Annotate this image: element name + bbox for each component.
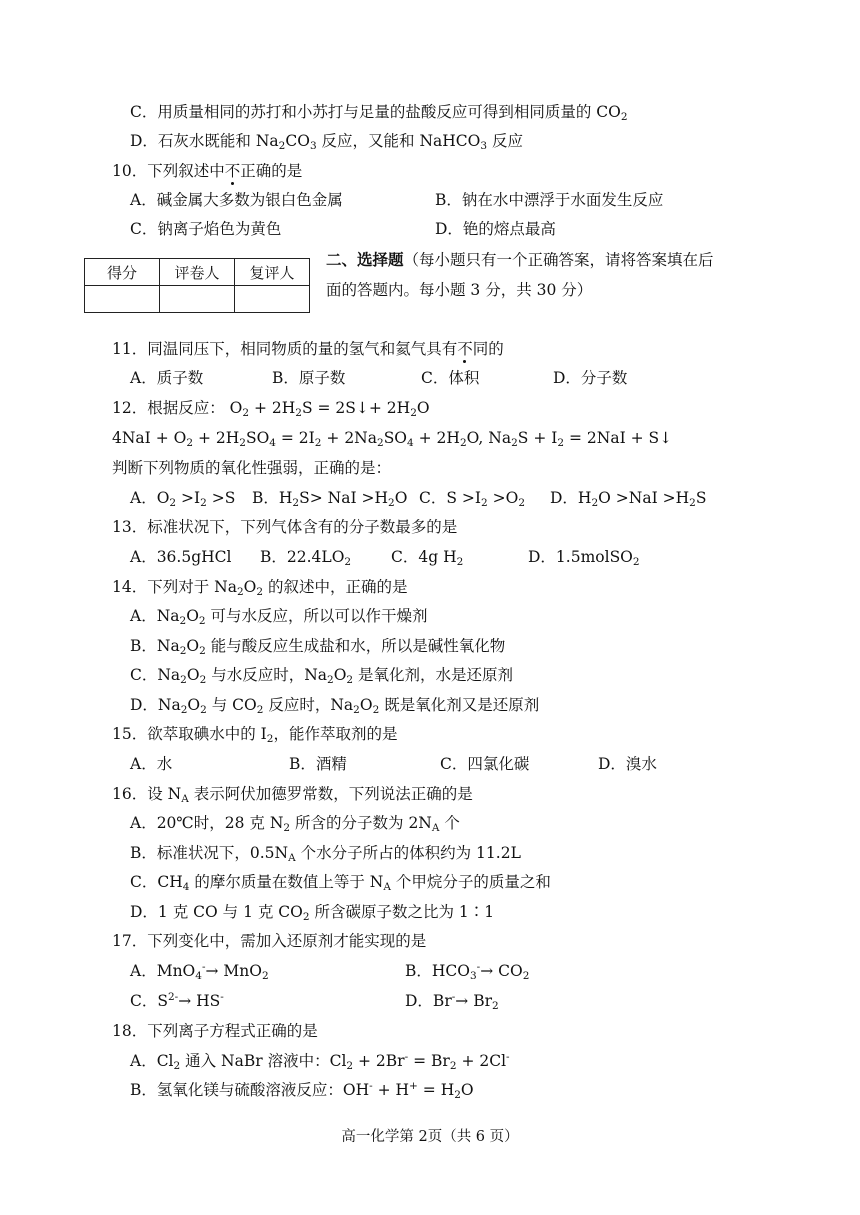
q10-stem: 10．下列叙述中不正确的是 — [112, 162, 303, 180]
q13-option-d: D．1.5molSO$_2$ — [528, 548, 640, 568]
q17-stem: 17．下列变化中，需加入还原剂才能实现的是 — [112, 932, 427, 950]
q11-option-b: B．原子数 — [272, 369, 346, 387]
q10-option-c: C．钠离子焰色为黄色 — [130, 220, 282, 238]
grader-cell[interactable] — [160, 286, 235, 313]
q17-option-a: A．MnO$_4$-→ MnO$_2$ — [130, 961, 269, 982]
q12-reaction-line: $4NaI + O_2 + 2H_2SO_4 = 2I_2 + 2Na_2SO_4 + 2H_2O$, $Na_2S + I_2 = 2NaI$ + S↓ — [112, 429, 673, 449]
q10-option-a: A．碱金属大多数为银白色金属 — [130, 191, 343, 209]
q18-option-b: B．氢氧化镁与硫酸溶液反应：$OH^- + H^+ = H_2O$ — [130, 1080, 474, 1101]
q10-option-d: D．铯的熔点最高 — [435, 220, 556, 238]
q13-option-c: C．4g $H_2$ — [391, 548, 464, 568]
q16-option-b: B．标准状况下，$0.5N_A$ 个水分子所占的体积约为 11.2L — [130, 844, 521, 864]
q13-stem: 13．标准状况下，下列气体含有的分子数最多的是 — [112, 518, 458, 536]
q17-option-b: B．$HCO_3^-\to CO_2$ — [405, 961, 530, 982]
q11-option-a: A．质子数 — [130, 369, 204, 387]
section2-heading: 二、选择题（每小题只有一个正确答案，请将答案填在后 — [326, 250, 714, 269]
q11-option-c: C．体积 — [421, 369, 480, 387]
q12-option-a: A．$O_2 >I_2 >S$ — [130, 489, 236, 509]
q13-option-a: A．36.5gHCl — [130, 548, 232, 566]
q11-stem: 11．同温同压下，相同物质的量的氢气和氦气具有不同的 — [112, 340, 504, 358]
page-footer: 高一化学第 2页（共 6 页） — [341, 1129, 519, 1145]
q18-stem: 18．下列离子方程式正确的是 — [112, 1022, 318, 1040]
score-header: 得分 — [85, 259, 160, 286]
score-table — [84, 258, 310, 313]
q10-option-b: B．钠在水中漂浮于水面发生反应 — [435, 191, 664, 209]
q12-option-d: D．$H_2O >NaI >H_2S$ — [550, 489, 707, 509]
q14-option-b: B．$Na_2O_2$ 能与酸反应生成盐和水，所以是碱性氧化物 — [130, 637, 506, 657]
q16-option-a: A．20℃时，28 克 $N_2$ 所含的分子数为 $2N_A$ 个 — [130, 814, 460, 834]
q16-option-c: C．$CH_4$ 的摩尔质量在数值上等于 $N_A$ 个甲烷分子的质量之和 — [130, 873, 551, 893]
q12-stem: 12．根据反应： $O_2 + 2H_2S$ = 2S↓+ $2H_2O$ — [112, 399, 430, 419]
score-cell[interactable] — [85, 286, 160, 313]
q15-option-a: A．水 — [130, 755, 173, 773]
q9-option-d: D．石灰水既能和 $Na_2CO_3$ 反应，又能和 NaHCO$_3$ 反应 — [130, 132, 523, 152]
q15-option-b: B．酒精 — [289, 755, 347, 773]
q17-option-d: D．$Br^-\to Br_2$ — [405, 991, 499, 1012]
q9-option-c: C．用质量相同的苏打和小苏打与足量的盐酸反应可得到相同质量的 $CO_2$ — [130, 103, 628, 123]
q12-question: 判断下列物质的氧化性强弱，正确的是： — [112, 459, 392, 477]
q14-option-c: C．$Na_2O_2$ 与水反应时，$Na_2O_2$ 是氧化剂，水是还原剂 — [130, 666, 514, 686]
reviewer-header: 复评人 — [235, 259, 310, 286]
q17-option-c: C．$S^{2-}\to HS^-$ — [130, 991, 224, 1010]
q12-option-c: C．$S >I_2 >O_2$ — [419, 489, 526, 509]
q15-option-d: D．溴水 — [598, 755, 657, 773]
q14-option-d: D．$Na_2O_2$ 与 $CO_2$ 反应时，$Na_2O_2$ 既是氧化剂又是还原剂 — [130, 696, 540, 716]
q14-stem: 14．下列对于 $Na_2O_2$ 的叙述中，正确的是 — [112, 578, 408, 598]
q12-option-b: B．$H_2S>$ NaI $>H_2O$ — [252, 489, 408, 509]
q15-option-c: C．四氯化碳 — [440, 755, 530, 773]
q13-option-b: B．$22.4LO_2$ — [260, 548, 352, 568]
q16-option-d: D．1 克 CO 与 1 克 $CO_2$ 所含碳原子数之比为 1∶1 — [130, 903, 495, 923]
q15-stem: 15．欲萃取碘水中的 $I_2$，能作萃取剂的是 — [112, 725, 398, 745]
q11-option-d: D．分子数 — [553, 369, 628, 387]
q18-option-a: A．$Cl_2$ 通入 NaBr 溶液中：$Cl_2 + 2Br^- = Br_2 + 2Cl^-$ — [130, 1051, 510, 1072]
grader-header: 评卷人 — [160, 259, 235, 286]
reviewer-cell[interactable] — [235, 286, 310, 313]
section2-desc: 面的答题内。每小题 3 分，共 30 分） — [326, 281, 593, 299]
q14-option-a: A．$Na_2O_2$ 可与水反应，所以可以作干燥剂 — [130, 607, 428, 627]
q16-stem: 16．设 $N_A$ 表示阿伏加德罗常数，下列说法正确的是 — [112, 785, 473, 805]
